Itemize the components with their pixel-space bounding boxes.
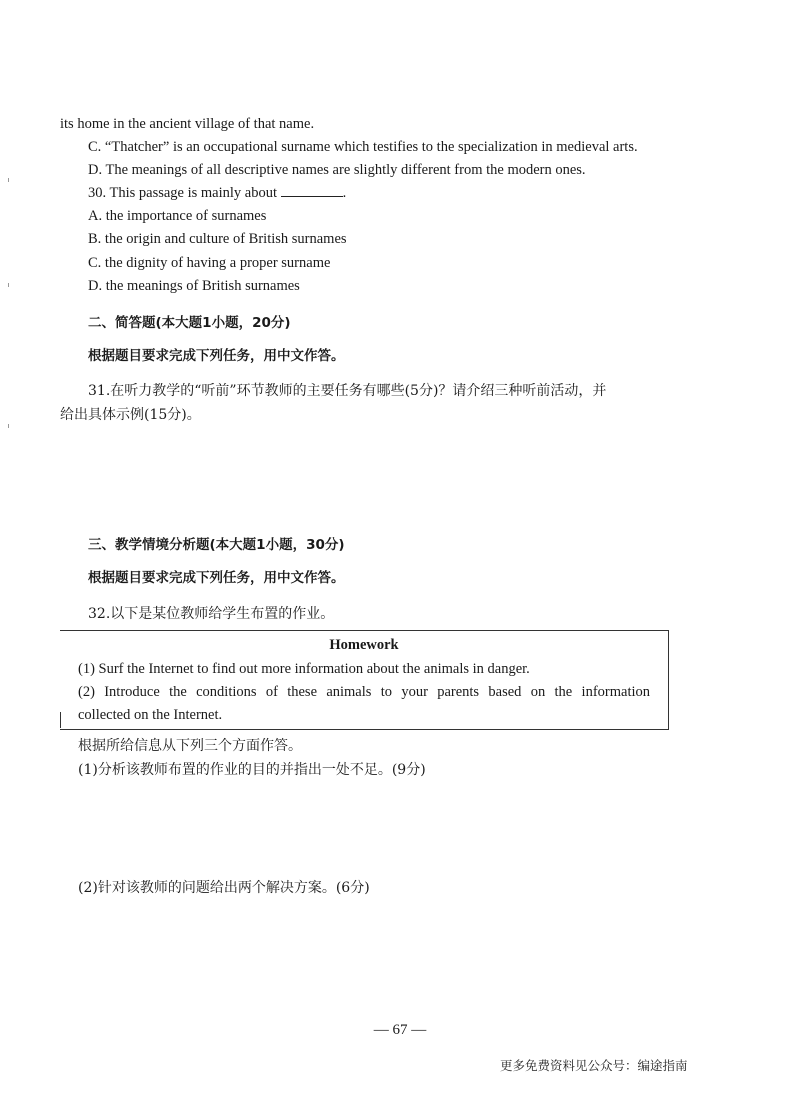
q30-option-c: C. the dignity of having a proper surname (88, 255, 331, 271)
q31-line2: 给出具体示例(15分)。 (60, 407, 201, 423)
section3-instruction: 根据题目要求完成下列任务，用中文作答。 (88, 570, 345, 586)
scan-mark (8, 283, 9, 287)
q31-line1: 31.在听力教学的“听前”环节教师的主要任务有哪些(5分)？请介绍三种听前活动，并 (88, 383, 607, 399)
homework-item-2-line1: (2) Introduce the conditions of these animals to your parents based on the information (78, 684, 650, 700)
homework-box (60, 630, 669, 730)
homework-item-1: (1) Surf the Internet to find out more information about the animals in danger. (78, 661, 530, 677)
q29-option-c: C. “Thatcher” is an occupational surname which testifies to the specialization in medieval arts. (88, 139, 638, 155)
homework-item-2-line2: collected on the Internet. (78, 707, 223, 723)
q30-stem-period: . (342, 185, 347, 201)
footer-note: 更多免费资料见公众号：编途指南 (500, 1058, 688, 1073)
page-number: — 67 — (373, 1022, 427, 1038)
q30-stem-text: 30. This passage is mainly about (88, 185, 278, 201)
scan-mark (8, 178, 9, 182)
q29-option-d: D. The meanings of all descriptive names are slightly different from the modern ones. (88, 162, 586, 178)
section3-heading: 三、教学情境分析题(本大题1小题，30分) (88, 537, 345, 553)
q32-sub1: (1)分析该教师布置的作业的目的并指出一处不足。(9分) (78, 762, 426, 778)
homework-title: Homework (329, 637, 399, 653)
q30-stem (88, 183, 346, 203)
q30-option-b: B. the origin and culture of British surnames (88, 231, 347, 247)
section2-instruction: 根据题目要求完成下列任务，用中文作答。 (88, 348, 345, 364)
q32-sub2: (2)针对该教师的问题给出两个解决方案。(6分) (78, 880, 370, 896)
q29-continuation-text: its home in the ancient village of that name. (60, 116, 315, 132)
q30-option-a: A. the importance of surnames (88, 208, 267, 224)
section2-heading: 二、简答题(本大题1小题，20分) (88, 315, 291, 331)
q32-intro: 32.以下是某位教师给学生布置的作业。 (88, 606, 335, 622)
answer-prompt: 根据所给信息从下列三个方面作答。 (78, 738, 302, 754)
box-left-edge (60, 712, 61, 728)
q30-option-d: D. the meanings of British surnames (88, 278, 300, 294)
answer-blank (281, 184, 343, 197)
scan-mark (8, 424, 9, 428)
